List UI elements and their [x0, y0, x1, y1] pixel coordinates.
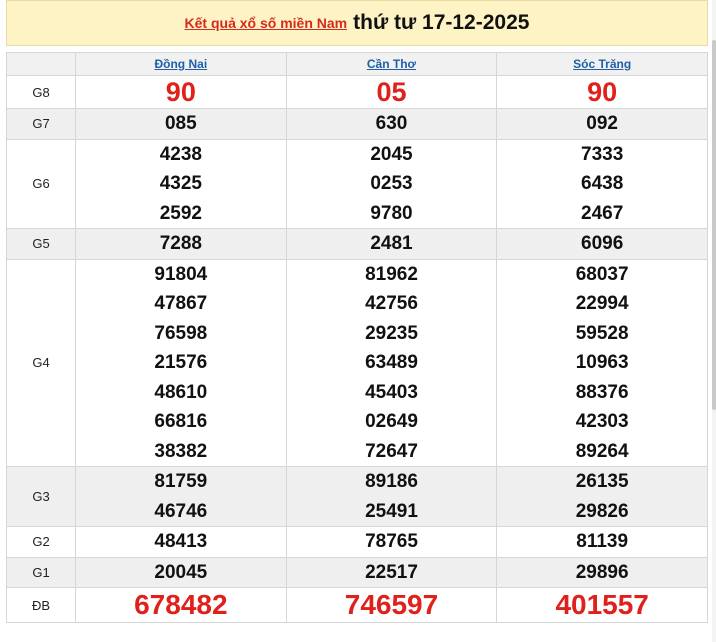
prize-number: 78765: [365, 531, 418, 552]
province-link[interactable]: Cần Thơ: [366, 57, 417, 71]
prize-number: 66816: [154, 411, 208, 432]
results-panel: [6, 0, 708, 623]
prize-number: 46746: [154, 500, 208, 522]
region-results-link[interactable]: Kết quả xổ số miền Nam: [184, 15, 348, 31]
prize-number: 29826: [575, 500, 629, 522]
prize-number: 76598: [154, 322, 208, 344]
prize-label: G5: [7, 229, 76, 260]
prize-cell: [76, 527, 287, 558]
prize-number: 45403: [365, 381, 418, 403]
prize-row-0: [7, 76, 708, 109]
province-header-row: [7, 53, 708, 76]
prize-cell: [497, 588, 708, 623]
prize-cell: [286, 139, 497, 229]
prize-number: 59528: [575, 322, 629, 344]
prize-cell: [76, 76, 287, 109]
province-link[interactable]: Sóc Trăng: [573, 57, 632, 71]
prize-row-2: [7, 139, 708, 229]
prize-cell: [286, 527, 497, 558]
prize-number: 42756: [365, 293, 418, 314]
prize-cell: [497, 467, 708, 527]
prize-row-3: [7, 229, 708, 260]
prize-number: 085: [164, 113, 197, 134]
province-header-0: [76, 53, 287, 76]
prize-number: 26135: [575, 471, 629, 492]
prize-number: 88376: [575, 381, 629, 403]
prize-cell: [76, 588, 287, 623]
prize-number: 2481: [370, 233, 413, 254]
prize-cell: [497, 259, 708, 467]
prize-number: 10963: [575, 352, 629, 373]
draw-date: thứ tư 17-12-2025: [353, 11, 530, 34]
prize-number: 678482: [134, 589, 228, 620]
prize-label: G6: [7, 139, 76, 229]
prize-number: 9780: [370, 202, 413, 224]
prize-cell: [497, 557, 708, 588]
prize-column-header: [7, 53, 76, 76]
scrollbar[interactable]: [712, 0, 716, 642]
prize-number: 7288: [159, 233, 202, 254]
prize-number: 47867: [154, 293, 208, 314]
prize-number: 81962: [365, 263, 418, 285]
prize-cell: [286, 588, 497, 623]
prize-label: G3: [7, 467, 76, 527]
prize-cell: [76, 467, 287, 527]
prize-number: 22994: [575, 293, 629, 314]
prize-label: G8: [7, 76, 76, 109]
results-table: [6, 52, 708, 623]
prize-number: 68037: [575, 263, 629, 285]
prize-cell: [286, 259, 497, 467]
prize-cell: [76, 139, 287, 229]
prize-number: 6438: [581, 173, 624, 194]
prize-number: 72647: [365, 440, 418, 462]
prize-number: 630: [375, 113, 408, 134]
prize-row-7: [7, 557, 708, 588]
prize-row-1: [7, 109, 708, 140]
prize-row-6: [7, 527, 708, 558]
prize-number: 2467: [581, 202, 624, 224]
prize-cell: [76, 557, 287, 588]
prize-number: 7333: [581, 143, 624, 165]
prize-cell: [286, 76, 497, 109]
prize-cell: [497, 229, 708, 260]
prize-cell: [286, 109, 497, 140]
prize-cell: [76, 229, 287, 260]
prize-number: 6096: [581, 233, 624, 254]
prize-rows: [7, 76, 708, 623]
prize-row-4: [7, 259, 708, 467]
prize-label: ĐB: [7, 588, 76, 623]
prize-number: 29235: [365, 322, 418, 344]
prize-number: 42303: [575, 411, 629, 432]
prize-number: 89186: [365, 471, 418, 492]
prize-number: 89264: [575, 440, 629, 462]
results-header: [6, 0, 708, 46]
prize-number: 25491: [365, 500, 418, 522]
prize-number: 4238: [159, 143, 202, 165]
prize-number: 90: [587, 77, 618, 107]
prize-cell: [286, 557, 497, 588]
prize-number: 38382: [154, 440, 208, 462]
scrollbar-thumb[interactable]: [712, 40, 716, 410]
prize-cell: [497, 109, 708, 140]
prize-row-8: [7, 588, 708, 623]
prize-cell: [76, 259, 287, 467]
prize-number: 4325: [159, 173, 202, 194]
prize-number: 90: [165, 77, 196, 107]
prize-number: 2045: [370, 143, 413, 165]
prize-number: 29896: [575, 561, 629, 583]
prize-number: 0253: [370, 173, 413, 194]
prize-number: 2592: [159, 202, 202, 224]
prize-number: 05: [376, 77, 407, 107]
province-link[interactable]: Đồng Nai: [154, 57, 208, 71]
prize-number: 63489: [365, 352, 418, 373]
province-header-2: [497, 53, 708, 76]
prize-label: G7: [7, 109, 76, 140]
prize-cell: [76, 109, 287, 140]
prize-cell: [286, 467, 497, 527]
prize-label: G1: [7, 557, 76, 588]
prize-cell: [497, 76, 708, 109]
prize-number: 02649: [365, 411, 418, 432]
prize-number: 21576: [154, 352, 208, 373]
prize-cell: [497, 527, 708, 558]
prize-row-5: [7, 467, 708, 527]
prize-cell: [497, 139, 708, 229]
prize-number: 81139: [576, 531, 629, 552]
prize-number: 401557: [555, 589, 649, 620]
prize-number: 092: [586, 113, 618, 134]
prize-number: 746597: [344, 589, 439, 620]
prize-number: 48610: [154, 381, 208, 403]
prize-number: 91804: [154, 263, 208, 285]
prize-number: 48413: [154, 531, 208, 552]
prize-label: G2: [7, 527, 76, 558]
prize-number: 81759: [154, 471, 208, 492]
prize-label: G4: [7, 259, 76, 467]
prize-cell: [286, 229, 497, 260]
province-header-1: [286, 53, 497, 76]
prize-number: 20045: [154, 561, 208, 583]
prize-number: 22517: [365, 561, 418, 583]
